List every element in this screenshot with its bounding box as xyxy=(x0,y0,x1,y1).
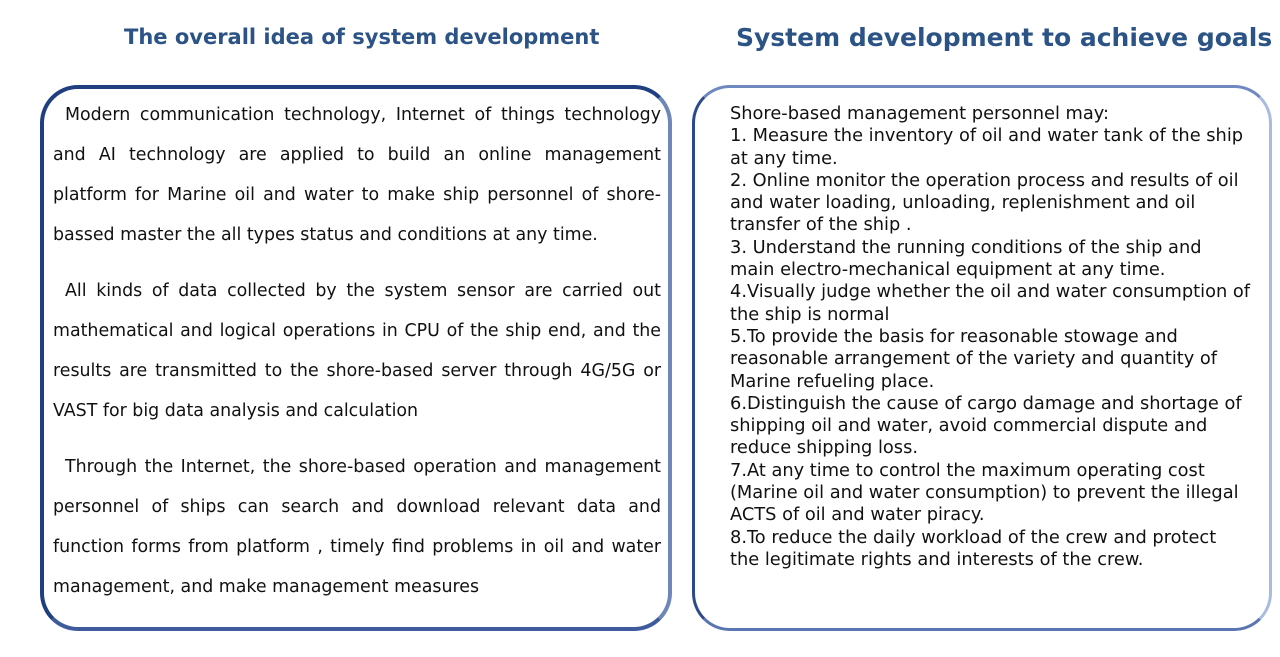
idea-paragraph-1: Modern communication technology, Internet of things technology and AI technology are applied to build an online management platform for Marine oil and water to make ship personnel of shore-bassed master the all types status and conditions at any time. xyxy=(53,105,661,245)
goals-intro: Shore-based management personnel may: xyxy=(730,103,1109,124)
overall-idea-text xyxy=(53,95,661,623)
goal-item-3: 3. Understand the running conditions of the ship and main electro-mechanical equipment at any time. xyxy=(730,236,1202,281)
idea-paragraph-2: All kinds of data collected by the system sensor are carried out mathematical and logical operations in CPU of the ship end, and the results are transmitted to the shore-based server through 4G/5G or VAST for big data analysis and calculation xyxy=(53,281,661,421)
right-section-title: System development to achieve goals xyxy=(736,23,1273,52)
goals-list xyxy=(730,103,1250,571)
goal-item-2: 2. Online monitor the operation process and results of oil and water loading, unloading, replenishment and oil transfer of the ship . xyxy=(730,169,1239,236)
goal-item-4: 4.Visually judge whether the oil and water consumption of the ship is normal xyxy=(730,281,1251,325)
goal-item-5: 5.To provide the basis for reasonable stowage and reasonable arrangement of the variety and quantity of Marine refueling place. xyxy=(730,325,1218,392)
goal-item-7: 7.At any time to control the maximum operating cost (Marine oil and water consumption) to prevent the illegal ACTS of oil and water piracy. xyxy=(730,459,1239,526)
goal-item-8: 8.To reduce the daily workload of the crew and protect the legitimate rights and interests of the crew. xyxy=(730,526,1217,570)
idea-paragraph-3: Through the Internet, the shore-based operation and management personnel of ships can search and download relevant data and function forms from platform , timely find problems in oil and water management, and make management measures xyxy=(53,457,661,597)
left-section-title: The overall idea of system development xyxy=(124,25,600,49)
goal-item-6: 6.Distinguish the cause of cargo damage and shortage of shipping oil and water, avoid commercial dispute and reduce shipping loss. xyxy=(730,392,1242,459)
goal-item-1: 1. Measure the inventory of oil and water tank of the ship at any time. xyxy=(730,125,1244,169)
